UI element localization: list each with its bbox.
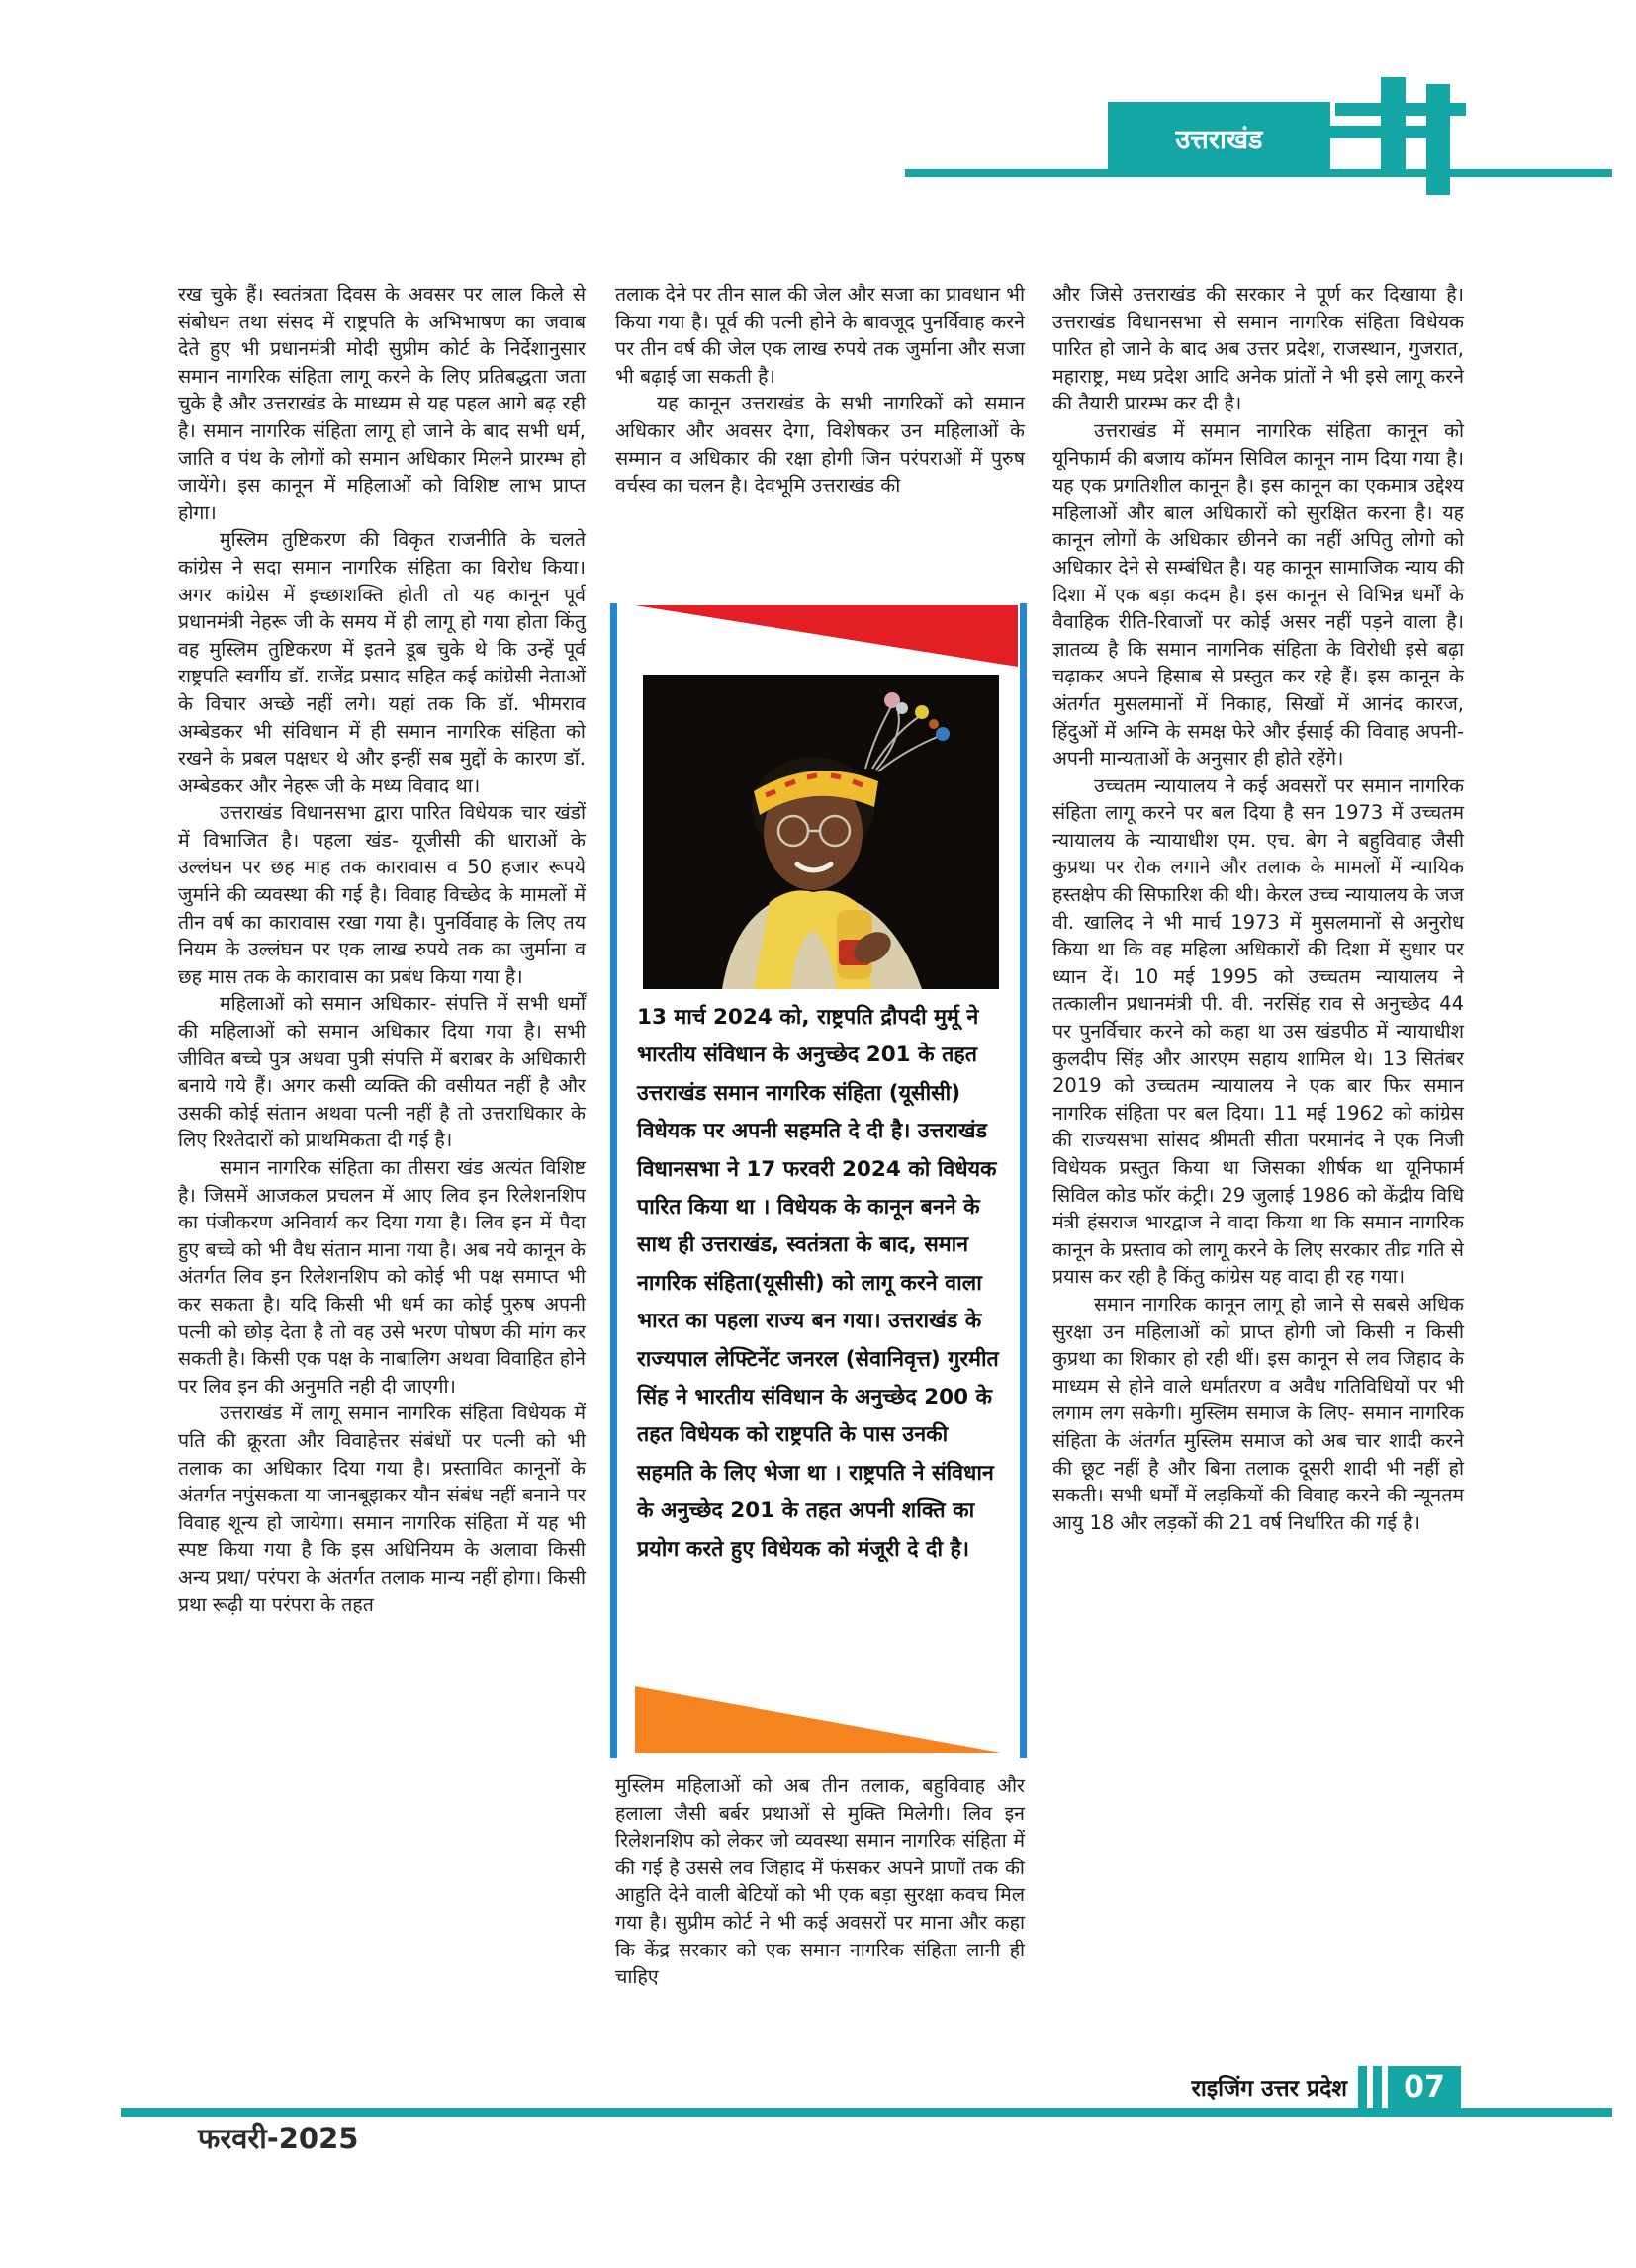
page-number: 07 [1404, 2069, 1445, 2105]
header-rule [905, 169, 1612, 177]
paragraph: उच्चतम न्यायालय ने कई अवसरों पर समान नागरिक संहिता लागू करने पर बल दिया है सन 1973 में उच्चतम न्यायालय के न्यायाधीश एम. एच. बेग ने बहुविवाह जैसी कुप्रथा पर रोक लगाने और तलाक के मामलों में न्यायिक हस्तक्षेप की सिफारिश की थी। केरल उच्च न्यायालय के जज वी. खालिद ने भी मार्च 1973 में मुसलमानों से अनुरोध किया था कि वह महिला अधिकारों की दिशा में सुधार पर ध्यान दें। 10 मई 1995 को उच्चतम न्यायालय ने तत्कालीन प्रधानमंत्री पी. वी. नरसिंह राव से अनुच्छेद 44 पर पुनर्विचार करने को कहा था उस खंडपीठ में न्यायाधीश कुलदीप सिंह और आरएम सहाय शामिल थे। 13 सितंबर 2019 को उच्चतम न्यायालय ने एक बार फिर समान नागरिक संहिता पर बल दिया। 11 मई 1962 को कांग्रेस की राज्यसभा सांसद श्रीमती सीता परमानंद ने एक निजी विधेयक प्रस्तुत किया था जिसका शीर्षक था यूनिफार्म सिविल कोड फॉर कंट्री। 29 जुलाई 1986 को केंद्रीय विधि मंत्री हंसराज भारद्वाज ने वादा किया था कि समान नागरिक कानून के प्रस्ताव को लागू करने के लिए सरकार तीव्र गति से प्रयास कर रही है किंतु कांग्रेस यह वादा ही रह गया। [1052, 773, 1464, 1289]
section-label: उत्तराखंड [1175, 124, 1263, 155]
article-column-3 [1052, 281, 1464, 1536]
footer-accent-bar [1373, 2066, 1382, 2108]
hash-logo [1381, 77, 1406, 172]
footer-rule [121, 2108, 1612, 2117]
paragraph: समान नागरिक कानून लागू हो जाने से सबसे अधिक सुरक्षा उन महिलाओं को प्राप्त होगी जो किसी न किसी कुप्रथा का शिकार हो रही थीं। इस कानून से लव जिहाद के माध्यम से होने वाले धर्मांतरण व अवैध गतिविधियों पर भी लगाम लग सकेगी। मुस्लिम समाज के लिए- समान नागरिक संहिता के अंतर्गत मुस्लिम समाज को अब चार शादी करने की छूट नहीं है और बिना तलाक दूसरी शादी भी नहीं हो सकती। सभी धर्मों में लड़कियों की विवाह करने की न्यूनतम आयु 18 और लड़कों की 21 वर्ष निर्धारित की गई है। [1052, 1292, 1464, 1534]
paragraph: उत्तराखंड में समान नागरिक संहिता कानून को यूनिफार्म की बजाय कॉमन सिविल कानून नाम दिया गया है। यह एक प्रगतिशील कानून है। इस कानून का एकमात्र उद्देश्य महिलाओं और बाल अधिकारों को सुरक्षित करना है। यह कानून लोगों के अधिकार छीनने का नहीं अपितु लोगो को अधिकार देने से सम्बंधित है। यह कानून सामाजिक न्याय की दिशा में एक बड़ा कदम है। इस कानून से विभिन्न धर्मों के वैवाहिक रीति-रिवाजों पर कोई असर नहीं पड़ने वाला है। ज्ञातव्य है कि समान नागनिक संहिता के विरोधी इसे बढ़ा चढ़ाकर अपने हिसाब से प्रस्तुत कर रहे हैं। इस कानून के अंतर्गत मुसलमानों में निकाह, सिखों में आनंद कारज, हिंदुओं में अग्नि के समक्ष फेरे और ईसाई की विवाह अपनी-अपनी मान्यताओं के अनुसार ही होते रहेंगे। [1052, 418, 1464, 771]
president-photo-illustration [643, 675, 999, 989]
paragraph: महिलाओं को समान अधिकार- संपत्ति में सभी धर्मों की महिलाओं को समान अधिकार दिया गया है। सभी जीवित बच्चे पुत्र अथवा पुत्री संपत्ति में बराबर के अधिकारी बनाये गये हैं। अगर कसी व्यक्ति की वसीयत नहीं है और उसकी कोई संतान अथवा पत्नी नहीं है तो उत्तराधिकार के लिए रिश्तेदारों को प्राथमिकता दी गई है। [178, 992, 586, 1152]
hash-logo [1426, 84, 1450, 195]
paragraph: मुस्लिम तुष्टिकरण की विकृत राजनीति के चलते कांग्रेस ने सदा समान नागरिक संहिता का विरोध किया। अगर कांग्रेस में इच्छाशक्ति होती तो यह कानून पूर्व प्रधानमंत्री नेहरू जी के समय में ही लागू हो गया होता किंतु वह मुस्लिम तुष्टिकरण में इतने डूब चुके थे कि उन्हें पूर्व राष्ट्रपति स्वर्गीय डॉ. राजेंद्र प्रसाद सहित कई कांग्रेसी नेताओं के विचार अच्छे नहीं लगे। यहां तक कि डॉ. भीमराव अम्बेडकर भी संविधान में ही समान नागरिक संहिता को रखने के प्रबल पक्षधर थे और इन्हीं सब मुद्दों के कारण डॉ. अम्बेडकर और नेहरू जी के मध्य विवाद था। [178, 528, 586, 797]
red-wedge-decoration [617, 603, 1034, 673]
article-column-2-bottom [615, 1772, 1025, 1991]
article-column-1 [178, 281, 586, 1618]
paragraph: समान नागरिक संहिता का तीसरा खंड अत्यंत विशिष्ट है। जिसमें आजकल प्रचलन में आए लिव इन रिलेशनशिप का पंजीकरण अनिवार्य कर दिया गया है। लिव इन में पैदा हुए बच्चे को भी वैध संतान माना गया है। अब नये कानून के अंतर्गत लिव इन रिलेशनशिप को कोई भी पक्ष समाप्त भी कर सकता है। यदि किसी भी धर्म का कोई पुरुष अपनी पत्नी को छोड़ देता है तो वह उसे भरण पोषण की मांग कर सकती है। किसी एक पक्ष के नाबालिग अथवा विवाहित होने पर लिव इन की अनुमति नही दी जाएगी। [178, 1156, 586, 1398]
paragraph: मुस्लिम महिलाओं को अब तीन तलाक, बहुविवाह और हलाला जैसी बर्बर प्रथाओं से मुक्ति मिलेगी। लिव इन रिलेशनशिप को लेकर जो व्यवस्था समान नागरिक संहिता में की गई है उससे लव जिहाद में फंसकर अपने प्राणों तक की आहुति देने वाली बेटियों को भी एक बड़ा सुरक्षा कवच मिल गया है। सुप्रीम कोर्ट ने भी कई अवसरों पर माना और कहा कि केंद्र सरकार को एक समान नागरिक संहिता लानी ही चाहिए [615, 1774, 1025, 1989]
hash-logo [1312, 126, 1446, 138]
section-label-box [1108, 102, 1330, 173]
paragraph: यह कानून उत्तराखंड के सभी नागरिकों को समान अधिकार और अवसर देगा, विशेषकर उन महिलाओं के सम्मान व अधिकार की रक्षा होगी जिन परंपराओं में पुरुष वर्चस्व का चलन है। देवभूमि उत्तराखंड की [615, 392, 1025, 498]
article-column-2-top [615, 281, 1025, 499]
footer-issue-date: फरवरी-2025 [198, 2122, 359, 2155]
paragraph: तलाक देने पर तीन साल की जेल और सजा का प्रावधान भी किया गया है। पूर्व की पत्नी होने के बावजूद पुनर्विवाह करने पर तीन वर्ष की जेल एक लाख रुपये तक जुर्माना और सजा भी बढ़ाई जा सकती है। [615, 283, 1025, 388]
hash-logo [1335, 103, 1466, 116]
paragraph: उत्तराखंड विधानसभा द्वारा पारित विधेयक चार खंडों में विभाजित है। पहला खंड- यूजीसी की धाराओं के उल्लंघन पर छह माह तक कारावास व 50 हजार रूपये जुर्माने की व्यवस्था की गई है। विवाह विच्छेद के मामलों में तीन वर्ष का कारावास रखा गया है। पुनर्विवाह के लिए तय नियम के उल्लंघन पर एक लाख रुपये तक का जुर्माना व छह मास तक के कारावास का प्रबंध किया गया है। [178, 801, 586, 988]
paragraph: उत्तराखंड में लागू समान नागरिक संहिता विधेयक में पति की क्रूरता और विवाहेत्तर संबंधों पर पत्नी को भी तलाक का अधिकार दिया गया है। प्रस्तावित कानूनों के अंतर्गत नपुंसकता या जानबूझकर यौन संबंध नहीं बनाने पर विवाह शून्य हो जायेगा। समान नागरिक संहिता में यह भी स्पष्ट किया गया है कि इस अधिनियम के अलावा किसी अन्य प्रथा/ परंपरा के अंतर्गत तलाक मान्य नहीं होगा। किसी प्रथा रूढ़ी या परंपरा के तहत [178, 1402, 586, 1616]
footer-magazine-name: राइजिंग उत्तर प्रदेश [1191, 2076, 1347, 2102]
president-photo [643, 675, 999, 989]
footer-page-badge [1388, 2066, 1461, 2108]
footer-accent-bar [1358, 2066, 1367, 2108]
paragraph: रख चुके हैं। स्वतंत्रता दिवस के अवसर पर लाल किले से संबोधन तथा संसद में राष्ट्रपति के अभिभाषण का जवाब देते हुए भी प्रधानमंत्री मोदी सुप्रीम कोर्ट के निर्देशानुसार समान नागरिक संहिता लागू करने के लिए प्रतिबद्धता जता चुके है और उत्तराखंड के माध्यम से यह पहल आगे बढ़ रही है। समान नागरिक संहिता लागू हो जाने के बाद सभी धर्म, जाति व पंथ के लोगों को समान अधिकार मिलने प्रारम्भ हो जायेंगे। इस कानून में महिलाओं को विशिष्ट लाभ प्राप्त होगा। [178, 283, 586, 524]
paragraph: और जिसे उत्तराखंड की सरकार ने पूर्ण कर दिखाया है। उत्तराखंड विधानसभा से समान नागरिक संहिता विधेयक पारित हो जाने के बाद अब उत्तर प्रदेश, राजस्थान, गुजरात, महाराष्ट्र, मध्य प्रदेश आदि अनेक प्रांतों ने भी इसे लागू करने की तैयारी प्रारम्भ कर दी है। [1052, 283, 1464, 415]
photo-frame [610, 603, 1027, 1758]
photo-caption: 13 मार्च 2024 को, राष्ट्रपति द्रौपदी मुर्मू ने भारतीय संविधान के अनुच्छेद 201 के तहत उत्तराखंड समान नागरिक संहिता (यूसीसी) विधेयक पर अपनी सहमति दे दी है। उत्तराखंड विधानसभा ने 17 फरवरी 2024 को विधेयक पारित किया था । विधेयक के कानून बनने के साथ ही उत्तराखंड, स्वतंत्रता के बाद, समान नागरिक संहिता(यूसीसी) को लागू करने वाला भारत का पहला राज्य बन गया। उत्तराखंड के राज्यपाल लेफ्टिनेंट जनरल (सेवानिवृत्त) गुरमीत सिंह ने भारतीय संविधान के अनुच्छेद 200 के तहत विधेयक को राष्ट्रपति के पास उनकी सहमति के लिए भेजा था । राष्ट्रपति ने संविधान के अनुच्छेद 201 के तहत अपनी शक्ति का प्रयोग करते हुए विधेयक को मंजूरी दे दी है। [637, 1005, 999, 1562]
orange-wedge-decoration [617, 1679, 1034, 1758]
